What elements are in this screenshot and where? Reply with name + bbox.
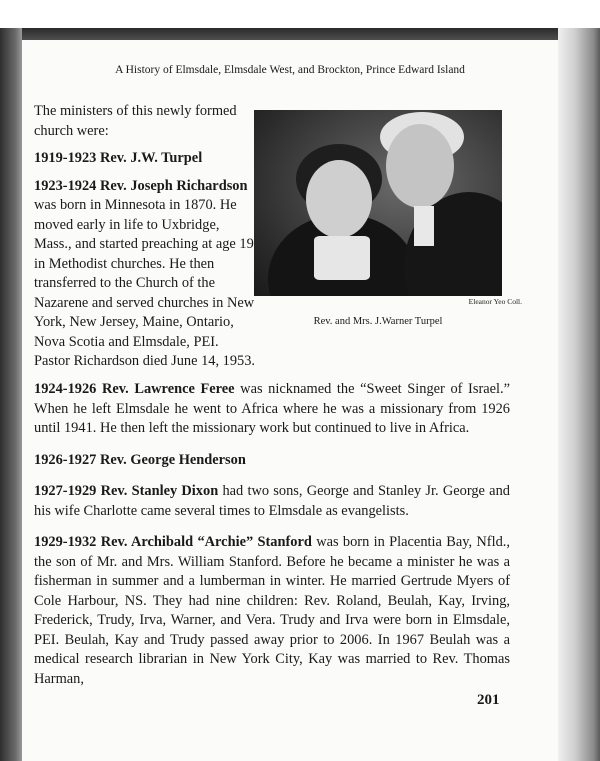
running-header: A History of Elmsdale, Elmsdale West, and Brockton, Prince Edward Island: [115, 64, 465, 76]
book-spine-edge: [0, 28, 22, 761]
page-number: 201: [477, 692, 500, 708]
entry-name: Rev. Lawrence Feree: [101, 381, 235, 397]
entry-1924: [34, 380, 510, 439]
photo-man-face: [386, 124, 454, 208]
full-width-text: [34, 380, 510, 699]
entry-1927: [34, 482, 510, 521]
entry-text: was nicknamed the “Sweet Singer of Israel.” When he left Elmsdale he went to Africa where he was a missionary from 1926 until 1941. He then left the missionary work but continued to live in Africa.: [34, 381, 510, 436]
book-page-stack-edge: [558, 28, 600, 761]
photo-woman-collar: [314, 236, 370, 280]
left-column: [34, 102, 256, 380]
photo-man-shirt: [414, 206, 434, 246]
entry-name: Rev. Archibald “Archie” Stanford: [100, 534, 312, 550]
photo-woman-face: [306, 160, 372, 238]
entry-1923: [34, 177, 256, 372]
entry-name: Rev. Stanley Dixon: [100, 483, 219, 499]
intro-text: The ministers of this newly formed church were:: [34, 103, 237, 139]
entry-years: 1923-1924: [34, 177, 97, 194]
entry-years: 1929-1932: [34, 534, 97, 550]
entry-1919: [34, 149, 256, 169]
entry-text: was born in Placentia Bay, Nfld., the son of Mr. and Mrs. William Stanford. Before he became a minister he was a fisherman in summer and a lumberman in winter. He married Gertrude Myers of Cole Harbour, NS. They had nine children: Rev. Roland, Beulah, Kay, Irving, Frederick, Trudy, Irva, Warner, and Vera. Trudy and Irva were born in Elmsdale, PEI. Beulah, Kay and Trudy passed away prior to 2006. In 1967 Beulah was a medical research librarian in New York City, Kay was married to Rev. Thomas Harman,: [34, 534, 510, 687]
entry-1929: [34, 533, 510, 689]
entry-years: 1927-1929: [34, 483, 97, 499]
entry-text: had two sons, George and Stanley Jr. George and his wife Charlotte came several times to Elmsdale as evangelists.: [34, 483, 510, 519]
entry-1926: [34, 451, 510, 471]
photo-credit: Eleanor Yeo Coll.: [468, 297, 522, 306]
portrait-photo: [254, 110, 502, 296]
entry-name: Rev. George Henderson: [99, 451, 246, 468]
entry-years: 1919-1923: [34, 150, 97, 166]
entry-years: 1924-1926: [34, 381, 97, 397]
entry-text: was born in Minnesota in 1870. He moved early in life to Uxbridge, Mass., and started preaching at age 19 in Methodist churches. He then transferred to the Church of the Nazarene and served churches in New York, New Jersey, Maine, Ontario, Nova Scotia and Elmsdale, PEI. Pastor Richardson died June 14, 1953.: [34, 197, 256, 369]
photo-caption: Rev. and Mrs. J.Warner Turpel: [313, 316, 443, 327]
entry-name: Rev. Joseph Richardson: [99, 177, 248, 194]
book-page: [22, 40, 558, 761]
entry-name: Rev. J.W. Turpel: [99, 150, 203, 166]
entry-years: 1926-1927: [34, 451, 97, 468]
